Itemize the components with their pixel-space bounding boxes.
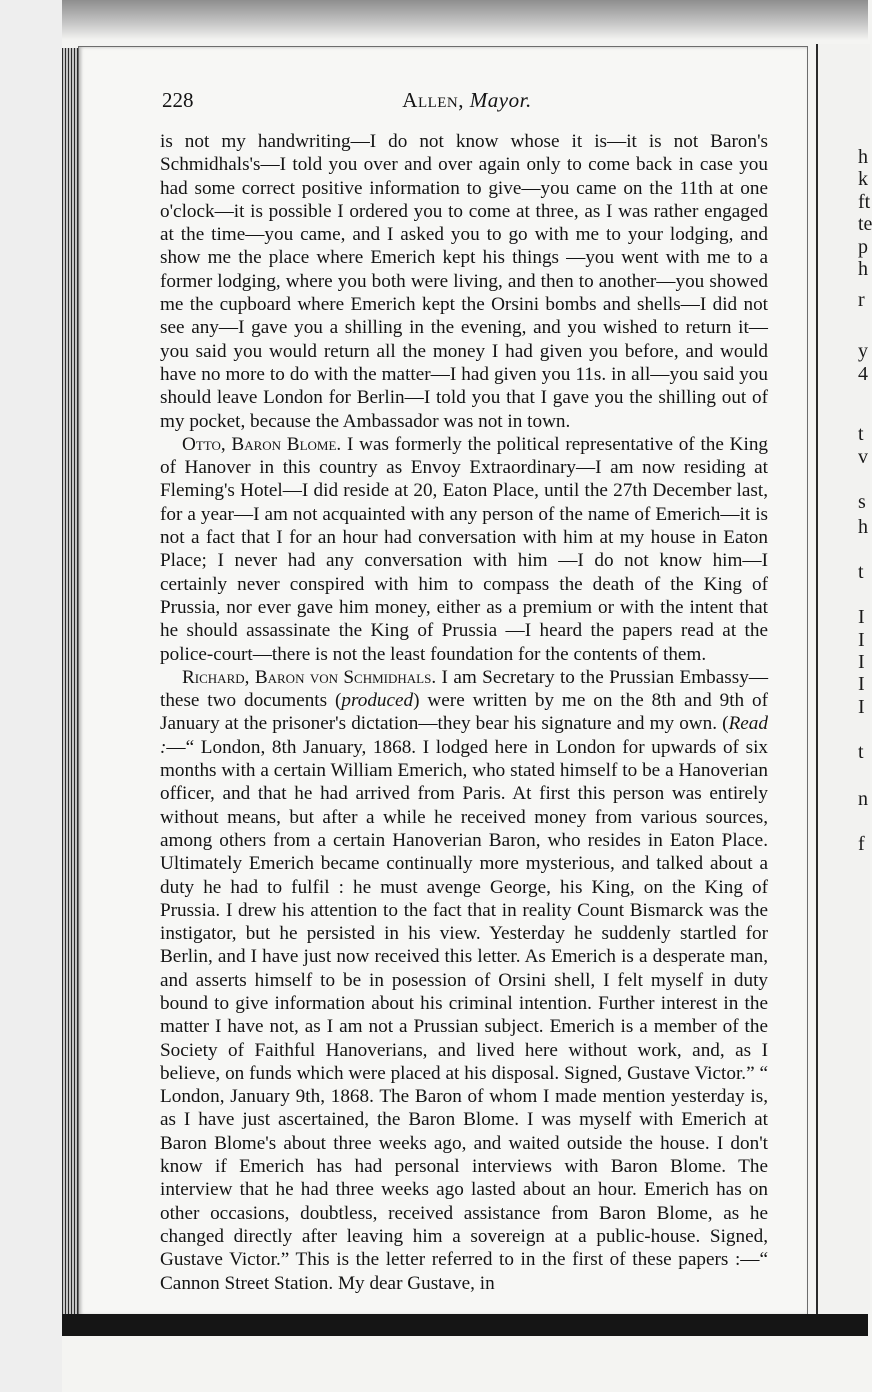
facing-letter: ft (858, 191, 871, 213)
scan-top-shadow (0, 0, 868, 40)
running-head-title: Mayor. (469, 88, 532, 112)
facing-letter: h (858, 516, 868, 538)
running-head-name: Allen, (402, 88, 465, 112)
facing-letter: h (858, 258, 868, 280)
facing-letter: v (858, 446, 868, 468)
page-body-text (160, 130, 768, 1295)
paragraph-testimony-blome (160, 433, 768, 666)
paragraph-text: —“ London, 8th January, 1868. I lodged here in London for upwards of six months with a certain William Emerich, who stated himself to be a Hanoverian officer, and that he had arrived from Paris. At first this person was entirely without means, but after a while he received money from various sources, among others from a certain Hanoverian Baron, who resides in Eaton Place. Ultimately Emerich became continually more mysterious, and talked about a duty he had to fulfil : he must avenge George, his King, on the King of Prussia. I drew his attention to the fact that in reality Count Bismarck was the instigator, but he persisted in his view. Yesterday he suddenly startled for Berlin, and I have just now received this letter. As Emerich is a desperate man, and asserts himself to be in posession of Orsini shell, I felt myself in duty bound to give information about his criminal intention. Further interest in the matter I have not, as I am not a Prussian subject. Emerich is a member of the Society of Faithful Hanoverians, and lived here without work, and, as I believe, on funds which were placed at his disposal. Signed, Gustave Victor.” “ London, January 9th, 1868. The Baron of whom I made mention yesterday is, as I have just ascertained, the Baron Blome. I was myself with Emerich at Baron Blome's about three weeks ago, and waited outside the house. I don't know if Emerich has had personal interviews with Baron Blome. The interview that he had three weeks ago lasted about an hour. Emerich has on other occasions, doubtless, received assistance from Baron Blome, as he changed directly after leaving him a sovereign at a public-house. Signed, Gustave Victor.” This is the letter referred to in the first of these papers :—“ Cannon Street Station. My dear Gustave, in (160, 736, 768, 1294)
paragraph-text: I am Secretary to the Prussian Embassy—these two documents ( (160, 666, 769, 712)
facing-letter: I (858, 651, 865, 673)
paragraph-continuation (160, 130, 768, 433)
facing-letter: 4 (858, 363, 868, 385)
facing-letter: s (858, 491, 866, 513)
book-page-edges (62, 48, 78, 1328)
italic-text: Read : (160, 713, 768, 758)
facing-letter: k (858, 168, 868, 190)
facing-letter: t (858, 561, 864, 583)
facing-letter: p (858, 236, 868, 258)
page-header (162, 88, 772, 118)
facing-letter: I (858, 606, 865, 628)
facing-letter: t (858, 741, 864, 763)
facing-letter: h (858, 146, 868, 168)
facing-letter: te (858, 213, 872, 235)
italic-text: produced (341, 690, 414, 712)
facing-page-fragment (816, 44, 870, 1314)
scan-left-margin (0, 0, 62, 1392)
facing-letter: t (858, 423, 864, 445)
facing-letter: I (858, 629, 865, 651)
facing-letter: I (858, 696, 865, 718)
facing-letter: y (858, 340, 868, 362)
page-number: 228 (162, 88, 194, 112)
scan-bottom-binding (62, 1314, 868, 1336)
speaker-name: Otto, Baron Blome. (182, 433, 342, 455)
facing-letter: n (858, 788, 868, 810)
paragraph-text: ) were written by me on the 8th and 9th of January at the prisoner's dictation—they bear his signature and my own. ( (160, 690, 769, 735)
paragraph-text: I was formerly the political representative of the King of Hanover in this country as Envoy Extraordinary—I am now residing at Fleming's Hotel—I did reside at 20, Eaton Place, until the 27th December last, for a year—I am not acquainted with any person of the name of Emerich—it is not a fact that I for an hour had conversation with him at my house in Eaton Place; I never had any conversation with him —I do not know him—I certainly never conspired with him to compass the death of the King of Prussia, nor ever gave him money, either as a premium or with the intent that he should assassinate the King of Prussia —I heard the papers read at the police-court—there is not the least foundation for the contents of them. (160, 433, 769, 665)
facing-letter: r (858, 289, 865, 311)
facing-letter: I (858, 673, 865, 695)
facing-letter: f (858, 833, 865, 855)
paragraph-text: is not my handwriting—I do not know whose it is—it is not Baron's Schmidhals's—I told you over and over again only to come back in case you had some correct positive information to give—you came on the 11th at one o'clock—it is possible I ordered you to come at three, as I was rather engaged at the time—you came, and I asked you to go with me to your lodging, and show me the place where Emerich kept his things —you went with me to a former lodging, where you both were living, and then to another—you showed me the cupboard where Emerich kept the Orsini bombs and shells—I did not see any—I gave you a shilling in the evening, and you wished to return it—you said you would return all the money I had given you before, and would have no more to do with the matter—I had given you 11s. in all—you said you should leave London for Berlin—I told you that I gave you the shilling out of my pocket, because the Ambassador was not in town. (160, 131, 768, 432)
running-head (162, 88, 772, 113)
speaker-name: Richard, Baron von Schmidhals. (182, 666, 437, 688)
paragraph-testimony-schmidhals (160, 666, 768, 1295)
